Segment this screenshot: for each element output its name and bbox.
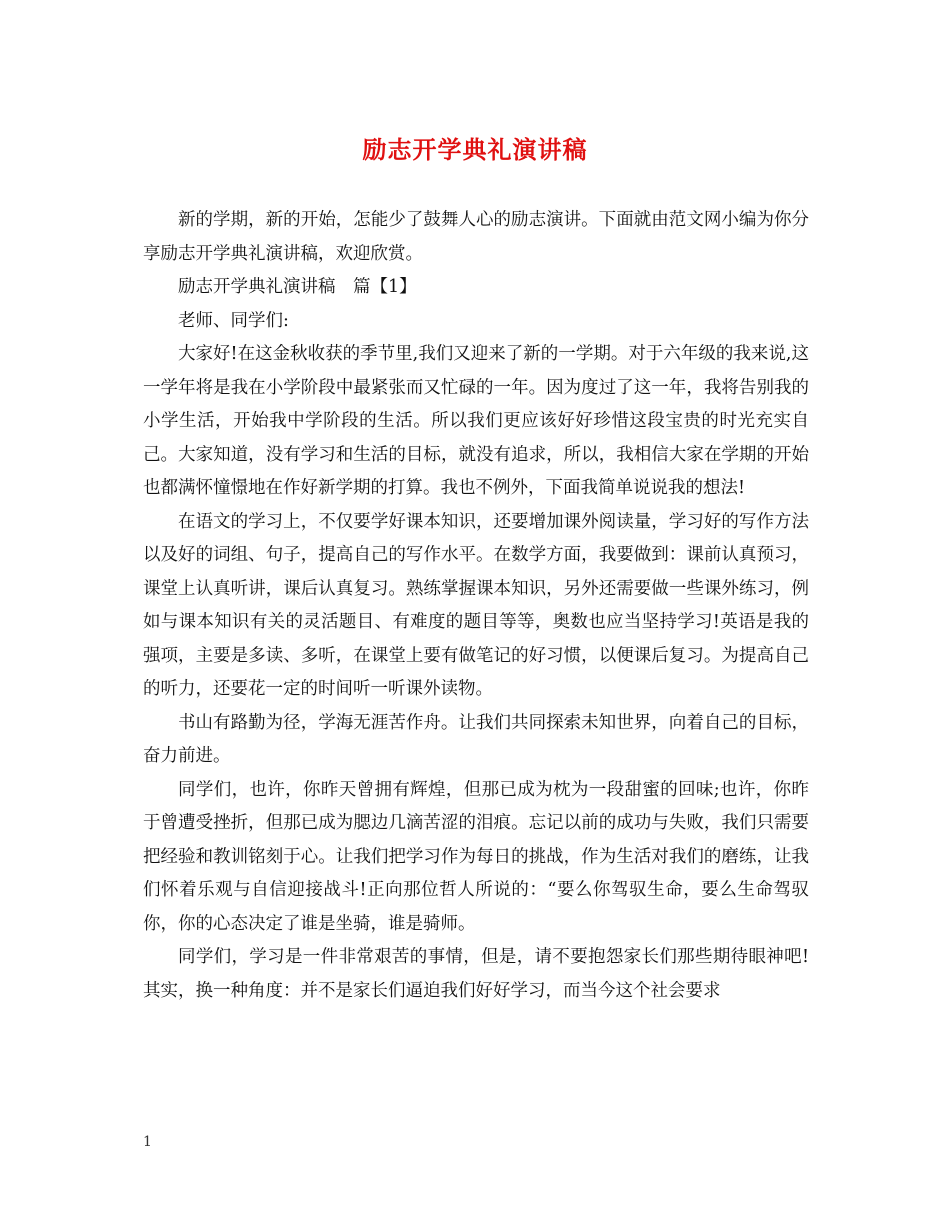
document-title: 励志开学典礼演讲稿: [362, 135, 588, 164]
body-paragraph: 同学们，也许，你昨天曾拥有辉煌，但那已成为枕为一段甜蜜的回味;也许，你昨于曾遭受挫折，但那已成为腮边几滴苦涩的泪痕。忘记以前的成功与失败，我们只需要把经验和教训铭刻于心。让我们把学习作为每日的挑战，作为生活对我们的磨练，让我们怀着乐观与自信迎接战斗!正向那位哲人所说的：“要么你驾驭生命，要么生命驾驭你，你的心态决定了谁是坐骑，谁是骑师。: [143, 779, 809, 934]
body-paragraph: 大家好!在这金秋收获的季节里,我们又迎来了新的一学期。对于六年级的我来说,这一学年将是我在小学阶段中最紧张而又忙碌的一年。因为度过了这一年，我将告别我的小学生活，开始我中学阶段的生活。所以我们更应该好好珍惜这段宝贵的时光充实自己。大家知道，没有学习和生活的目标，就没有追求，所以，我相信大家在学期的开始也都满怀憧憬地在作好新学期的打算。我也不例外，下面我简单说说我的想法!: [143, 344, 809, 498]
body-paragraph: 同学们，学习是一件非常艰苦的事情，但是，请不要抱怨家长们那些期待眼神吧!其实，换一种角度：并不是家长们逼迫我们好好学习，而当今这个社会要求: [143, 947, 809, 1001]
body-paragraph: 书山有路勤为径，学海无涯苦作舟。让我们共同探索未知世界，向着自己的目标，奋力前进。: [143, 712, 809, 766]
document-body: [143, 204, 809, 1008]
intro-paragraph: 新的学期，新的开始，怎能少了鼓舞人心的励志演讲。下面就由范文网小编为你分享励志开学典礼演讲稿，欢迎欣赏。: [143, 210, 809, 264]
page-number: 1: [143, 1134, 152, 1150]
body-paragraph: 在语文的学习上，不仅要学好课本知识，还要增加课外阅读量，学习好的写作方法以及好的词组、句子，提高自己的写作水平。在数学方面，我要做到：课前认真预习，课堂上认真听讲，课后认真复习。熟练掌握课本知识，另外还需要做一些课外练习，例如与课本知识有关的灵活题目、有难度的题目等等，奥数也应当坚持学习!英语是我的强项，主要是多读、多听，在课堂上要有做笔记的好习惯，以便课后复习。为提高自己的听力，还要花一定的时间听一听课外读物。: [143, 511, 809, 699]
section-heading: 励志开学典礼演讲稿 篇【1】: [178, 277, 417, 297]
salutation: 老师、同学们:: [178, 310, 289, 331]
